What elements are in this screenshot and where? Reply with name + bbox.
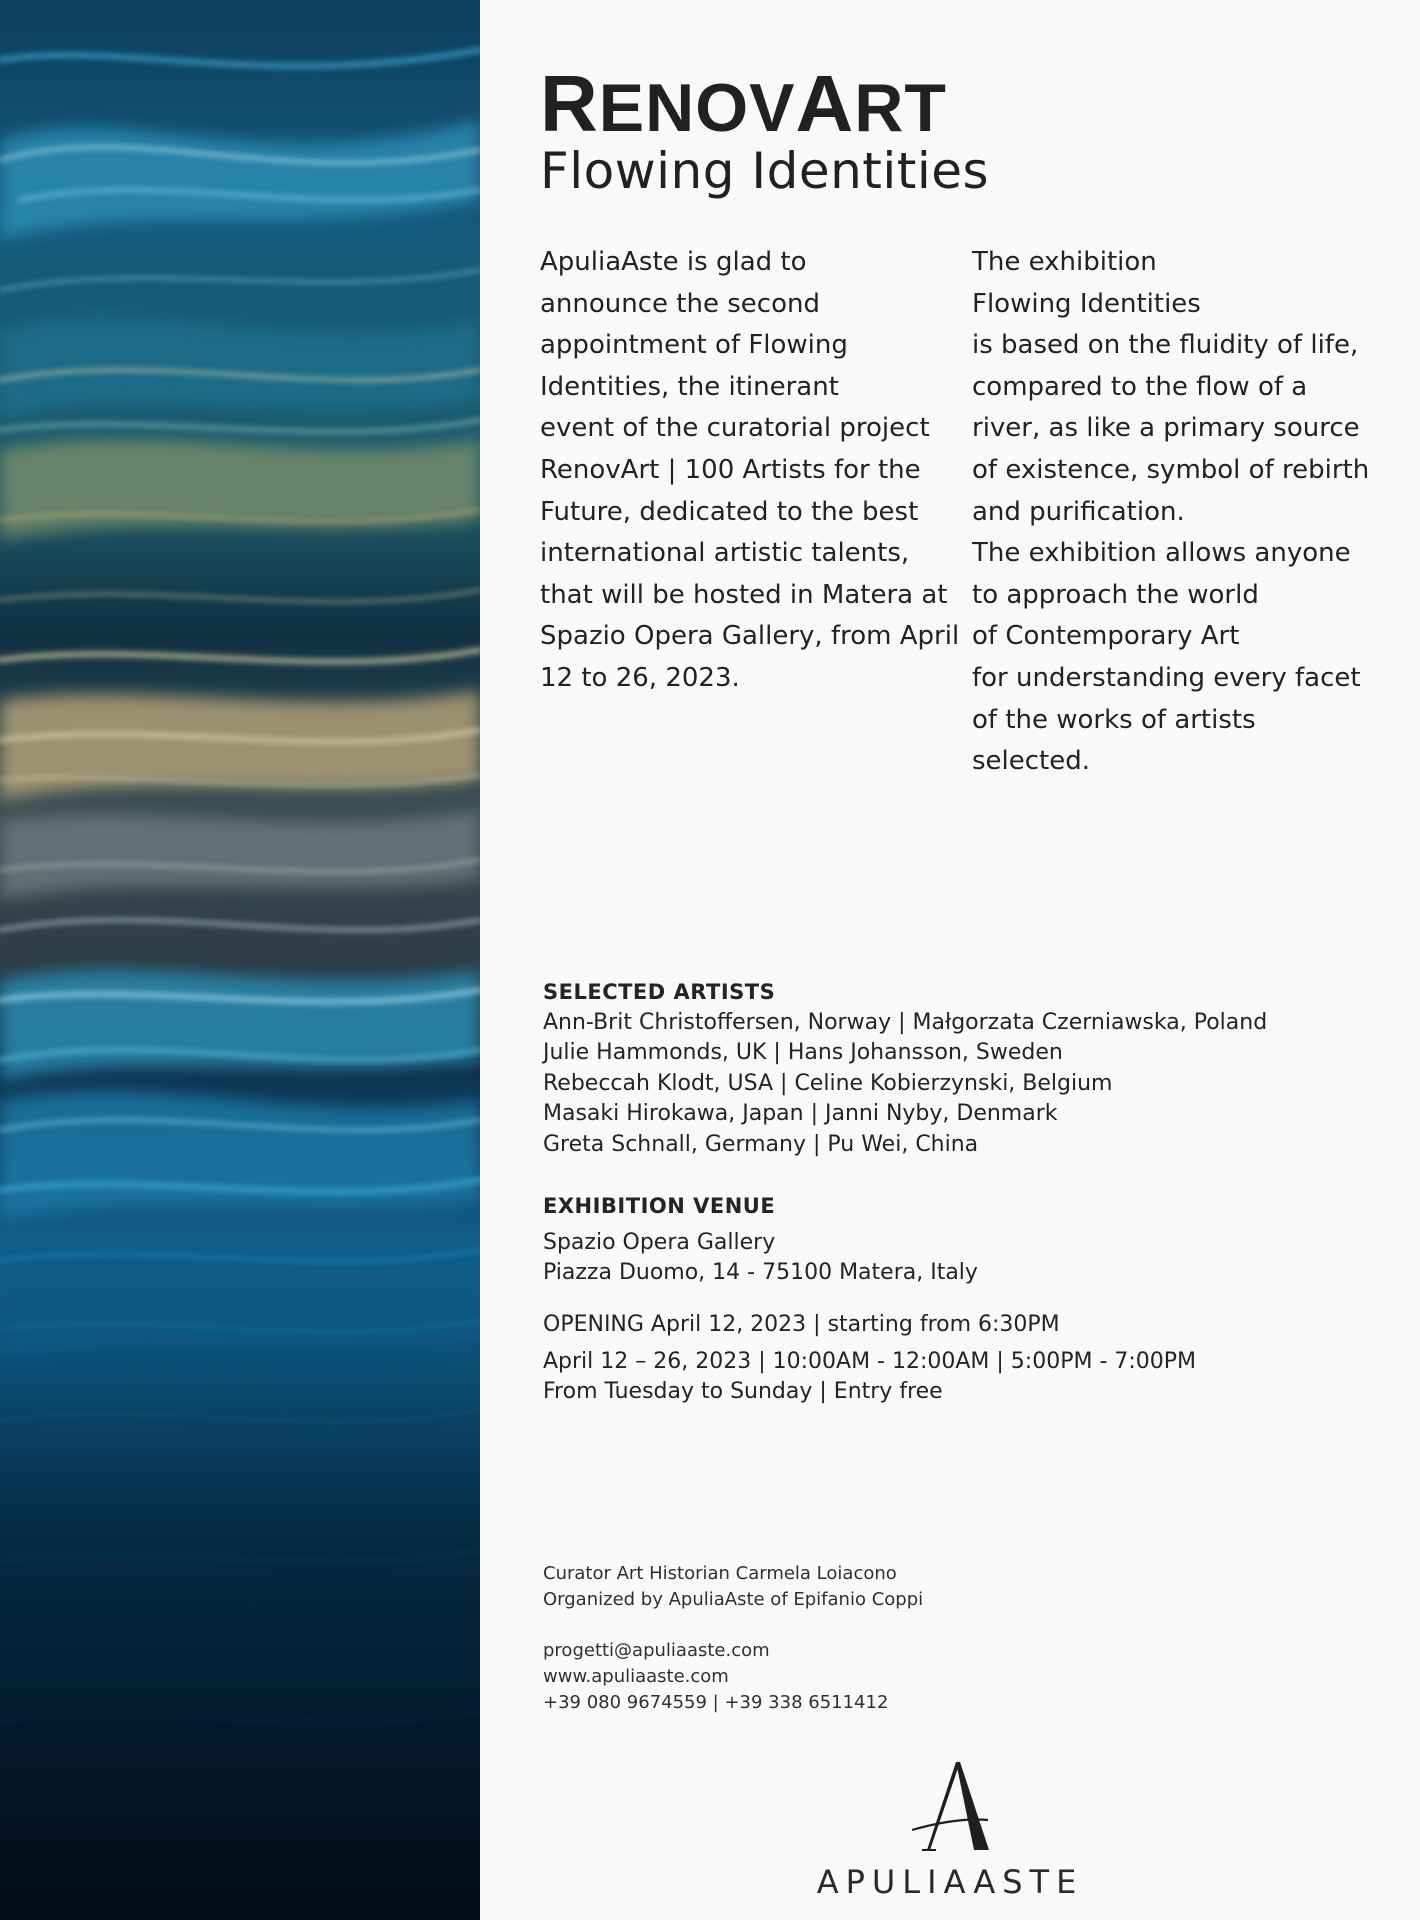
organizer-credit: Organized by ApuliaAste of Epifanio Coppi — [543, 1589, 924, 1610]
brand-part-rt: RT — [854, 70, 947, 146]
artist-line: Ann-Brit Christoffersen, Norway | Małgorzata Czerniawska, Poland — [543, 1009, 1268, 1035]
apuliaaste-wordmark: APULIAASTE — [816, 1863, 1084, 1901]
curator-credit: Curator Art Historian Carmela Loiacono — [543, 1563, 897, 1584]
brand-initial-r: R — [540, 59, 599, 148]
intro-right-line: of Contemporary Art — [972, 621, 1240, 652]
venue-name: Spazio Opera Gallery — [543, 1229, 776, 1255]
contact-email[interactable]: progetti@apuliaaste.com — [543, 1640, 770, 1661]
intro-right-line: and purification. — [972, 496, 1185, 527]
intro-right-line: The exhibition allows anyone — [972, 538, 1351, 569]
schedule-section — [543, 1310, 1196, 1408]
intro-right-line: river, as like a primary source — [972, 413, 1360, 444]
contact-phones: +39 080 9674559 | +39 338 6511412 — [543, 1692, 889, 1713]
intro-left-line: ApuliaAste is glad to — [540, 247, 807, 277]
intro-right-line: to approach the world — [972, 579, 1259, 610]
selected-artists-section — [543, 977, 1267, 1160]
intro-left-line: announce the second — [540, 288, 820, 319]
water-photo-art — [0, 0, 480, 1920]
intro-right-line: selected. — [972, 746, 1091, 777]
credits-section — [543, 1561, 923, 1613]
intro-right-line: is based on the fluidity of life, — [972, 330, 1359, 361]
selected-artists-heading: SELECTED ARTISTS — [543, 980, 776, 1004]
intro-left-line: Future, dedicated to the best — [540, 496, 919, 527]
intro-right-line: of the works of artists — [972, 704, 1256, 735]
artist-line: Greta Schnall, Germany | Pu Wei, China — [543, 1131, 979, 1157]
water-photo — [0, 0, 480, 1920]
apuliaaste-logo-mark-icon — [910, 1760, 990, 1852]
days-line: From Tuesday to Sunday | Entry free — [543, 1379, 943, 1404]
intro-right-line: The exhibition — [972, 247, 1157, 277]
dates-line: April 12 – 26, 2023 | 10:00AM - 12:00AM | 5:00PM - 7:00PM — [543, 1348, 1197, 1374]
intro-left-line: RenovArt | 100 Artists for the — [540, 454, 921, 485]
intro-right-line: for understanding every facet — [972, 662, 1361, 693]
artist-line: Rebeccah Klodt, USA | Celine Kobierzynski, Belgium — [543, 1070, 1113, 1096]
intro-left-paragraph — [540, 242, 960, 700]
intro-right-line: compared to the flow of a — [972, 371, 1308, 402]
intro-left-line: appointment of Flowing — [540, 330, 848, 361]
intro-left-line: 12 to 26, 2023. — [540, 662, 740, 693]
intro-left-line: Spazio Opera Gallery, from April — [540, 621, 960, 652]
contacts-section — [543, 1638, 888, 1716]
intro-right-line: Flowing Identities — [972, 288, 1201, 319]
exhibition-subtitle: Flowing Identities — [540, 142, 990, 200]
venue-address: Piazza Duomo, 14 - 75100 Matera, Italy — [543, 1260, 978, 1285]
intro-left-line: international artistic talents, — [540, 538, 910, 569]
content-column — [540, 0, 1380, 1920]
opening-line: OPENING April 12, 2023 | starting from 6:30PM — [543, 1312, 1060, 1337]
exhibition-venue-heading: EXHIBITION VENUE — [543, 1194, 776, 1218]
brand-part-enov: ENOV — [598, 70, 796, 146]
intro-left-line: Identities, the itinerant — [540, 371, 839, 402]
artist-line: Julie Hammonds, UK | Hans Johansson, Sweden — [543, 1040, 1063, 1065]
intro-right-line: of existence, symbol of rebirth — [972, 454, 1370, 485]
contact-website[interactable]: www.apuliaaste.com — [543, 1666, 729, 1687]
intro-left-line: event of the curatorial project — [540, 413, 930, 444]
brand-title — [540, 58, 947, 150]
intro-left-line: that will be hosted in Matera at — [540, 579, 948, 610]
brand-initial-a: A — [795, 59, 855, 148]
artist-line: Masaki Hirokawa, Japan | Janni Nyby, Denmark — [543, 1101, 1058, 1126]
intro-right-paragraph — [972, 242, 1382, 783]
exhibition-venue-section — [543, 1191, 978, 1289]
apuliaaste-logo — [810, 1760, 1090, 1910]
